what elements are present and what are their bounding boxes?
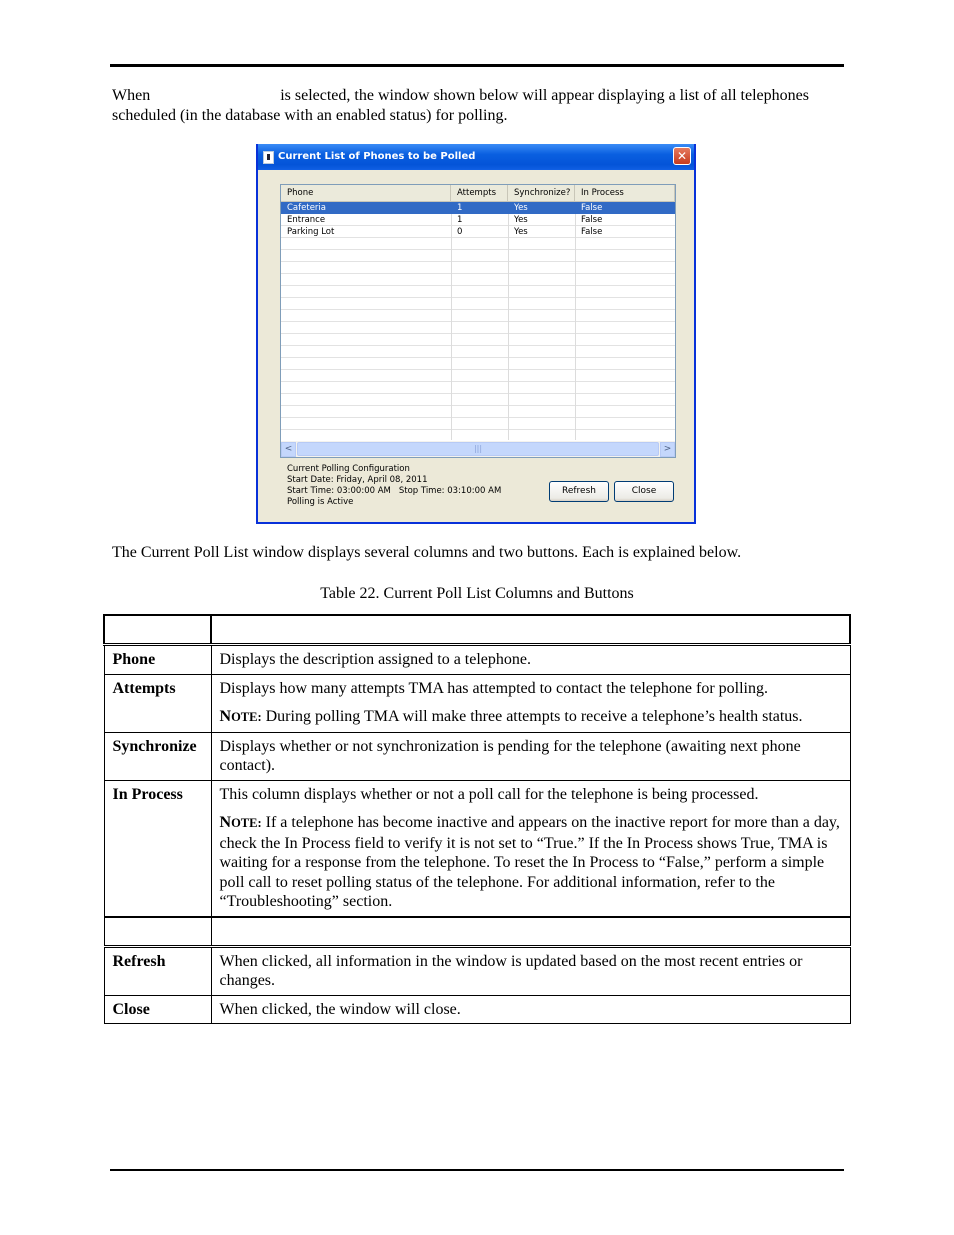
list-row[interactable] (281, 214, 675, 226)
column-header-synchronize[interactable]: Synchronize? (508, 185, 575, 201)
scroll-right-icon[interactable]: > (660, 442, 675, 457)
polling-config (287, 464, 501, 508)
header-rule (110, 64, 844, 67)
row-key: Close (104, 995, 211, 1024)
row-text: Displays the description assigned to a telephone. (211, 645, 850, 675)
scroll-left-icon[interactable]: < (281, 442, 296, 457)
horizontal-scrollbar[interactable] (281, 441, 675, 457)
config-start-time: Start Time: 03:00:00 AM (287, 486, 391, 496)
header-cell (104, 615, 211, 645)
header-cell (211, 615, 850, 645)
table-row (104, 780, 850, 917)
table-row (104, 732, 850, 780)
cell-in-process: False (581, 203, 603, 213)
column-header-attempts[interactable]: Attempts (451, 185, 508, 201)
list-row[interactable] (281, 226, 675, 238)
cell-in-process: False (581, 215, 603, 225)
note-label-initial: N (219, 708, 232, 725)
intro-word: When (112, 87, 151, 104)
app-icon (263, 151, 274, 164)
row-key: Phone (104, 645, 211, 675)
row-key: Synchronize (104, 732, 211, 780)
list-body (281, 202, 675, 440)
description-paragraph: The Current Poll List window displays several columns and two buttons. Each is explained below. (112, 544, 742, 561)
row-text: When clicked, the window will close. (211, 995, 850, 1024)
config-heading: Current Polling Configuration (287, 464, 410, 474)
header-cell (211, 917, 850, 947)
list-row[interactable] (281, 202, 675, 214)
cell-attempts: 1 (457, 215, 463, 225)
note-text: If a telephone has become inactive and appears on the inactive report for more than a day, check the In Process field to verify it is not set to “True.” If the In Process shows True, TMA is waiting for a response from the telephone. To reset the In Process to “False,” perform a simple poll call to reset polling status of the telephone. For additional information, refer to the “Troubleshooting” section. (219, 814, 840, 910)
row-text: Displays whether or not synchronization is pending for the telephone (awaiting next phone contact). (211, 732, 850, 780)
note-label-initial: N (219, 814, 232, 831)
table-row (104, 946, 850, 995)
note-text: During polling TMA will make three attempts to receive a telephone’s health status. (261, 708, 803, 725)
cell-attempts: 0 (457, 227, 463, 237)
row-key: Refresh (104, 946, 211, 995)
cell-phone: Cafeteria (287, 203, 326, 213)
close-icon[interactable]: ✕ (673, 147, 691, 165)
cell-phone: Entrance (287, 215, 326, 225)
config-times (287, 486, 501, 497)
note-label: OTE: (231, 710, 262, 724)
cell-synchronize: Yes (514, 215, 528, 225)
poll-list-dialog (256, 144, 696, 524)
config-start-date: Start Date: Friday, April 08, 2011 (287, 475, 428, 485)
table-row (104, 645, 850, 675)
intro-text: is selected, the window shown below will appear displaying a list of all telephones scheduled (in the database with an enabled status) for polling. (112, 87, 809, 124)
cell-synchronize: Yes (514, 227, 528, 237)
note (220, 813, 842, 912)
column-header-in-process[interactable]: In Process (575, 185, 675, 201)
cell-in-process: False (581, 227, 603, 237)
row-text: When clicked, all information in the window is updated based on the most recent entries or changes. (211, 946, 850, 995)
table-row (104, 674, 850, 732)
note (220, 707, 842, 728)
row-cell (211, 780, 850, 917)
footer-rule (110, 1169, 844, 1171)
row-text: Displays how many attempts TMA has attempted to contact the telephone for polling. (219, 679, 768, 697)
cell-synchronize: Yes (514, 203, 528, 213)
config-status: Polling is Active (287, 497, 354, 507)
table-header-row (104, 917, 850, 947)
dialog-titlebar[interactable] (258, 144, 694, 170)
dialog-title: Current List of Phones to be Polled (278, 151, 476, 162)
columns-buttons-table (103, 614, 851, 1024)
phone-list[interactable] (280, 184, 676, 458)
header-cell (104, 917, 211, 947)
row-key: In Process (104, 780, 211, 917)
list-header (281, 185, 675, 202)
row-text: This column displays whether or not a poll call for the telephone is being processed. (219, 785, 759, 803)
refresh-button[interactable]: Refresh (549, 481, 609, 502)
table-caption: Table 22. Current Poll List Columns and Buttons (320, 585, 634, 602)
cell-phone: Parking Lot (287, 227, 335, 237)
scrollbar-thumb[interactable]: ||| (297, 442, 659, 456)
config-stop-time: Stop Time: 03:10:00 AM (398, 486, 502, 496)
row-key: Attempts (104, 674, 211, 732)
intro-paragraph (112, 86, 832, 126)
cell-attempts: 1 (457, 203, 463, 213)
table-header-row (104, 615, 850, 645)
row-cell (211, 674, 850, 732)
note-label: OTE: (231, 816, 262, 830)
table-row (104, 995, 850, 1024)
close-button[interactable]: Close (614, 481, 674, 502)
column-header-phone[interactable]: Phone (281, 185, 451, 201)
